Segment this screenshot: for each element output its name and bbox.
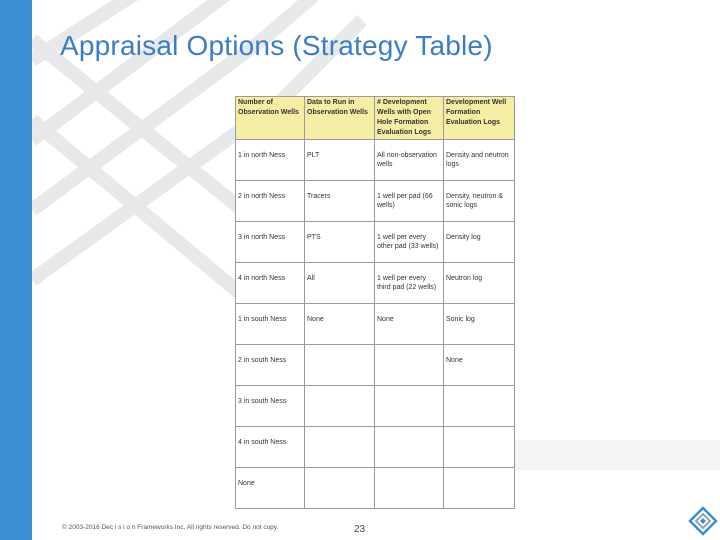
- table-cell: 3 in south Ness: [236, 386, 305, 427]
- table-cell: None: [444, 345, 515, 386]
- table-row: [236, 386, 515, 427]
- table-cell: [305, 345, 375, 386]
- table-cell: None: [236, 468, 305, 509]
- table-cell: 3 in north Ness: [236, 222, 305, 263]
- table-cell: Neutron log: [444, 263, 515, 304]
- left-accent-bar: [0, 0, 32, 540]
- table-cell: [305, 427, 375, 468]
- table-row: [236, 263, 515, 304]
- table-header-row: [236, 97, 515, 140]
- table-row: [236, 345, 515, 386]
- strategy-table: [235, 96, 515, 509]
- table-cell: PTS: [305, 222, 375, 263]
- table-cell: None: [305, 304, 375, 345]
- table-cell: 4 in south Ness: [236, 427, 305, 468]
- table-cell: All non-observation wells: [375, 140, 444, 181]
- table-cell: [444, 468, 515, 509]
- table-row: [236, 468, 515, 509]
- company-logo-icon: [688, 506, 718, 536]
- header-data-to-run: Data to Run in Observation Wells: [305, 97, 375, 140]
- header-number-of-observation-wells: Number of Observation Wells: [236, 97, 305, 140]
- table-cell: [375, 427, 444, 468]
- table-cell: 2 in south Ness: [236, 345, 305, 386]
- table-cell: 2 in north Ness: [236, 181, 305, 222]
- table-row: [236, 427, 515, 468]
- table-cell: None: [375, 304, 444, 345]
- table-cell: [375, 345, 444, 386]
- header-development-wells-open-hole: # Development Wells with Open Hole Formation Evaluation Logs: [375, 97, 444, 140]
- copyright-footer: © 2003-2016 Dec i s i o n Frameworks Inc. All rights reserved. Do not copy.: [62, 524, 279, 531]
- table-row: [236, 222, 515, 263]
- table-cell: 1 well per pad (66 wells): [375, 181, 444, 222]
- table-cell: 1 in north Ness: [236, 140, 305, 181]
- table-cell: Tracers: [305, 181, 375, 222]
- table-cell: PLT: [305, 140, 375, 181]
- slide-title: Appraisal Options (Strategy Table): [60, 30, 493, 61]
- header-formation-evaluation-logs: Development Well Formation Evaluation Logs: [444, 97, 515, 140]
- table-cell: [305, 386, 375, 427]
- table-row: [236, 140, 515, 181]
- table-cell: [305, 468, 375, 509]
- table-cell: [444, 386, 515, 427]
- table-row: [236, 304, 515, 345]
- table-cell: Density, neutron & sonic logs: [444, 181, 515, 222]
- table-cell: 1 well per every other pad (33 wells): [375, 222, 444, 263]
- page-number: 23: [354, 524, 366, 535]
- table-cell: All: [305, 263, 375, 304]
- table-cell: Density log: [444, 222, 515, 263]
- table-cell: Density and neutron logs: [444, 140, 515, 181]
- table-cell: 4 in north Ness: [236, 263, 305, 304]
- table-cell: [375, 386, 444, 427]
- table-cell: [444, 427, 515, 468]
- table-cell: 1 well per every third pad (22 wells): [375, 263, 444, 304]
- table-cell: [375, 468, 444, 509]
- table-cell: Sonic log: [444, 304, 515, 345]
- table-row: [236, 181, 515, 222]
- table-cell: 1 in south Ness: [236, 304, 305, 345]
